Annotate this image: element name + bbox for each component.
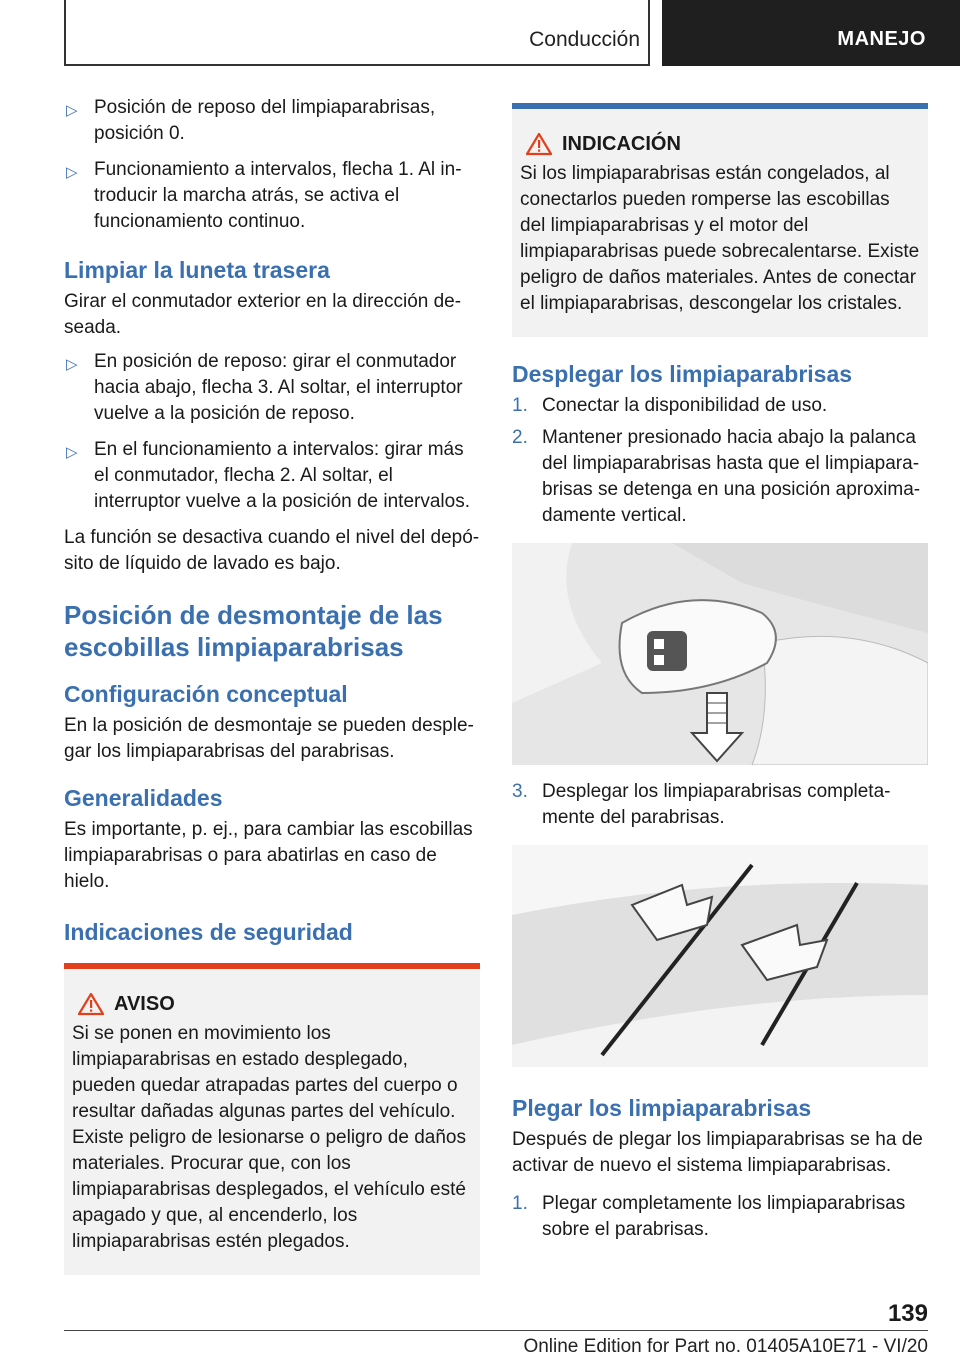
heading-configuracion: Configuración conceptual — [64, 681, 348, 707]
section-tab — [662, 0, 960, 66]
edition-footer: Online Edition for Part no. 01405A10E71 - VI/20 — [523, 1336, 928, 1357]
step-item: 2. Mantener presionado hacia abajo la palanca del limpiaparabrisas hasta que el limpiaparabrisas se detenga en una posición aproximadamente vertical. — [512, 427, 921, 526]
triangle-bullet-icon: ▷ — [66, 164, 78, 181]
paragraph-configuracion: En la posición de desmontaje se pueden desplegar los limpiaparabrisas del parabrisas. — [64, 715, 474, 762]
paragraph-generalidades: Es importante, p. ej., para cambiar las escobillas limpiaparabrisas o para abatirlas en caso de hielo. — [64, 819, 473, 892]
heading-desplegar: Desplegar los limpiaparabrisas — [512, 361, 853, 387]
bullet-item: ▷ Posición de reposo del limpiaparabrisas, posición 0. — [66, 97, 436, 144]
triangle-bullet-icon: ▷ — [66, 102, 78, 119]
indicacion-box — [512, 103, 928, 337]
indicacion-text: Si los limpiaparabrisas están congelados, al conectarlos pueden romperse las escobillas del limpiaparabrisas y el motor del limpiaparabrisas puede sobrecalentarse. Existe peligro de daños materiales. Antes de conectar el limpiaparabrisas, descongelar los cristales. — [520, 163, 920, 314]
indicacion-title-row — [526, 131, 920, 157]
paragraph-funcion: La función se desactiva cuando el nivel del depósito de líquido de lavado es bajo. — [64, 527, 480, 574]
paragraph-luneta: Girar el conmutador exterior en la dirección deseada. — [64, 291, 462, 338]
aviso-box — [64, 963, 480, 1275]
warning-triangle-icon — [526, 132, 552, 156]
triangle-bullet-icon: ▷ — [66, 356, 78, 373]
left-column — [64, 95, 480, 1275]
aviso-title-row — [78, 991, 472, 1017]
bullet-item: ▷ Funcionamiento a intervalos, flecha 1. Al introducir la marcha atrás, se activa el funcionamiento continuo. — [66, 159, 462, 232]
bullet-item: ▷ En el funcionamiento a intervalos: girar más el conmutador, flecha 2. Al soltar, el interruptor vuelve a la posición de intervalos. — [66, 439, 470, 512]
page-number: 139 — [887, 1300, 928, 1327]
heading-luneta: Limpiar la luneta trasera — [64, 257, 330, 283]
section-title: MANEJO — [837, 28, 926, 50]
bullet-item: ▷ En posición de reposo: girar el conmutador hacia abajo, flecha 3. Al soltar, el interruptor vuelve a la posición de reposo. — [66, 351, 463, 424]
chapter-title: Conducción — [529, 28, 640, 51]
heading-posicion-desmontaje: Posición de desmontaje de las escobillas limpiaparabrisas — [64, 600, 443, 662]
footer-divider — [64, 1330, 928, 1331]
heading-plegar: Plegar los limpiaparabrisas — [512, 1095, 812, 1121]
wiper-fold-out-illustration — [512, 845, 928, 1067]
header-divider-right — [648, 0, 650, 66]
heading-generalidades: Generalidades — [64, 785, 223, 811]
triangle-bullet-icon: ▷ — [66, 444, 78, 461]
aviso-text: Si se ponen en movimiento los limpiaparabrisas en estado desplegado, pueden quedar atrapadas partes del cuerpo o resultar dañadas algunas partes del vehículo. Existe peligro de lesionarse o peligro de daños materiales. Procurar que, con los limpiaparabrisas desplegados, el vehículo esté apagado y que, al encenderlo, los limpiaparabrisas estén plegados. — [72, 1023, 466, 1252]
indicacion-title: INDICACIÓN — [562, 133, 681, 155]
header-divider-left — [64, 0, 66, 66]
warning-triangle-icon — [78, 992, 104, 1016]
header-underline — [64, 64, 648, 66]
wiper-lever-illustration — [512, 543, 928, 765]
aviso-title: AVISO — [114, 993, 175, 1015]
step-item: 3. Desplegar los limpiaparabrisas completamente del parabrisas. — [512, 781, 891, 828]
paragraph-plegar: Después de plegar los limpiaparabrisas se ha de activar de nuevo el sistema limpiaparabrisas. — [512, 1129, 923, 1176]
right-column — [512, 103, 928, 1249]
step-item: 1. Plegar completamente los limpiaparabrisas sobre el parabrisas. — [512, 1193, 906, 1240]
step-item: 1. Conectar la disponibilidad de uso. — [512, 395, 828, 416]
heading-seguridad: Indicaciones de seguridad — [64, 919, 353, 945]
